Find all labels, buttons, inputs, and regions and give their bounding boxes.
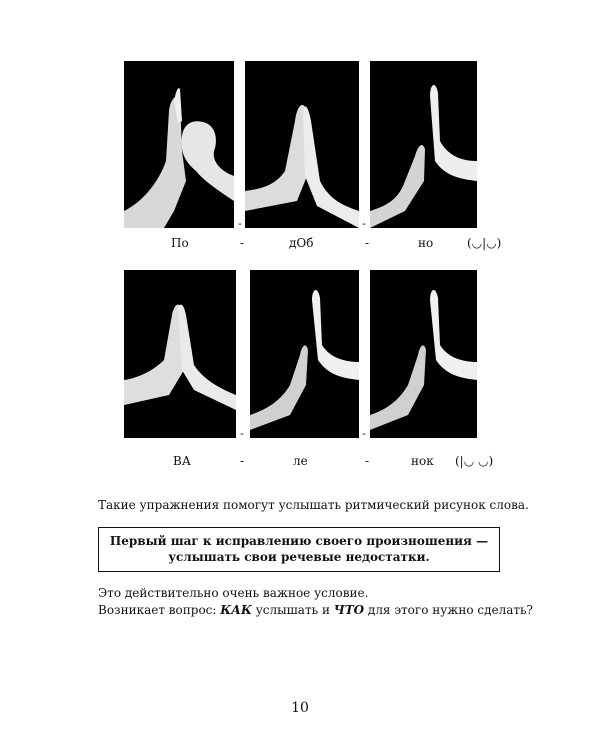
syllable-row2-1: ВА [173, 454, 191, 468]
dash-row2-2: - [362, 427, 366, 440]
body-line-2 [98, 602, 533, 619]
highlight-box [98, 527, 500, 572]
syllable-row2-3: нок [411, 454, 434, 468]
syllable-row1-2: дОб [289, 236, 314, 250]
syllable-row2-sep1: - [240, 454, 245, 468]
caption-text: Такие упражнения помогут услышать ритмический рисунок слова. [98, 498, 529, 512]
photo-row1-1 [124, 61, 234, 228]
photo-row1-3 [370, 61, 477, 228]
photo-row2-3 [370, 270, 477, 438]
dash-row1-1: - [238, 217, 242, 230]
highlight-line-1: Первый шаг к исправлению своего произношения — [109, 534, 489, 548]
keyword-how: КАК [220, 603, 252, 617]
body-line-2-middle: услышать и [251, 603, 334, 617]
hands-palms-touching-icon [250, 270, 359, 438]
syllable-row2-2: ле [293, 454, 308, 468]
rhythm-row2: (|◡ ◡) [455, 454, 494, 468]
hands-palms-touching-icon [370, 61, 477, 228]
body-line-2-end: для этого нужно сделать? [364, 603, 533, 617]
rhythm-row1: (◡|◡) [467, 236, 502, 250]
syllable-row1-1: По [171, 236, 189, 250]
photo-row1-2 [245, 61, 359, 228]
hands-palms-together-icon [124, 270, 236, 438]
dash-row2-1: - [240, 427, 244, 440]
hands-palms-touching-icon [370, 270, 477, 438]
hands-clapping-icon [124, 61, 234, 228]
syllable-row1-sep1: - [240, 236, 245, 250]
syllable-row1-3: но [418, 236, 434, 250]
page-number: 10 [291, 700, 309, 716]
highlight-line-2: услышать свои речевые недостатки. [168, 550, 430, 564]
syllable-row1-sep2: - [365, 236, 370, 250]
body-line-2-start: Возникает вопрос: [98, 603, 221, 617]
photo-row2-1 [124, 270, 236, 438]
photo-row2-2 [250, 270, 359, 438]
body-line-1: Это действительно очень важное условие. [98, 586, 369, 600]
dash-row1-2: - [362, 217, 366, 230]
keyword-what: ЧТО [333, 603, 365, 617]
hands-palms-together-icon [245, 61, 359, 228]
syllable-row2-sep2: - [365, 454, 370, 468]
